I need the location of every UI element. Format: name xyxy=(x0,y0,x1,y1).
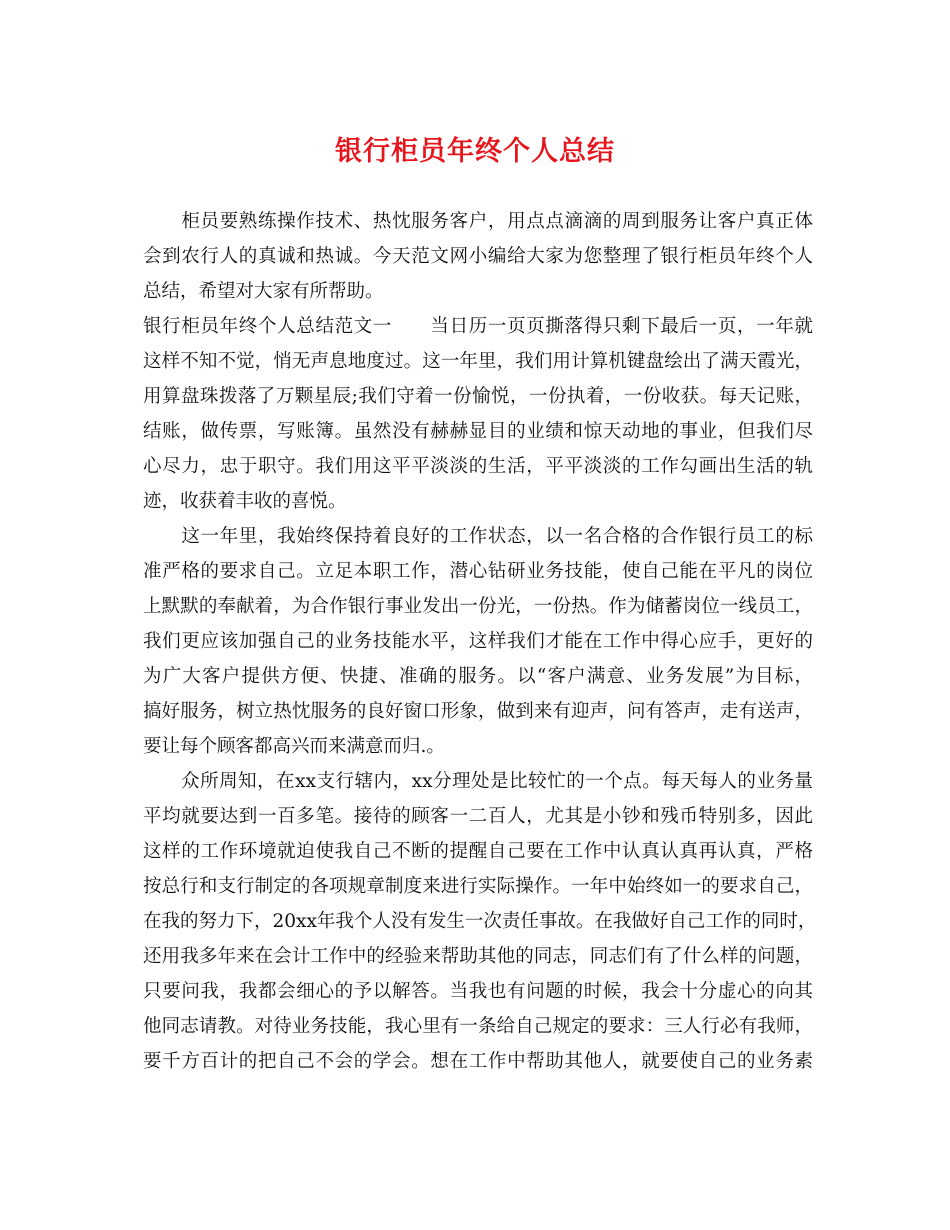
text-line: 这样的工作环境就迫使我自己不断的提醒自己要在工作中认真认真再认真，严格 xyxy=(143,841,813,862)
text-line: 总结，希望对大家有所帮助。 xyxy=(143,281,384,302)
text-line: 只要问我，我都会细心的予以解答。当我也有问题的时候，我会十分虚心的向其 xyxy=(143,981,813,1002)
text-line: 搞好服务，树立热忱服务的良好窗口形象，做到来有迎声，问有答声，走有送声， xyxy=(143,701,813,722)
text-line: 按总行和支行制定的各项规章制度来进行实际操作。一年中始终如一的要求自己， xyxy=(143,876,813,897)
text-line: 我们更应该加强自己的业务技能水平，这样我们才能在工作中得心应手，更好的 xyxy=(143,631,813,652)
text-line: 还用我多年来在会计工作中的经验来帮助其他的同志，同志们有了什么样的问题， xyxy=(143,946,813,967)
text-line: 柜员要熟练操作技术、热忱服务客户，用点点滴滴的周到服务让客户真正体 xyxy=(143,211,813,232)
text-line: 迹，收获着丰收的喜悦。 xyxy=(143,491,347,512)
text-line: 平均就要达到一百多笔。接待的顾客一二百人，尤其是小钞和残币特别多，因此 xyxy=(143,806,813,827)
text-line: 会到农行人的真诚和热诚。今天范文网小编给大家为您整理了银行柜员年终个人 xyxy=(143,246,813,267)
document-title: 银行柜员年终个人总结 xyxy=(335,136,615,167)
text-line: 心尽力，忠于职守。我们用这平平淡淡的生活，平平淡淡的工作勾画出生活的轨 xyxy=(143,456,813,477)
text-line: 用算盘珠拨落了万颗星辰;我们守着一份愉悦，一份执着，一份收获。每天记账， xyxy=(143,386,813,407)
text-line: 上默默的奉献着，为合作银行事业发出一份光，一份热。作为储蓄岗位一线员工， xyxy=(143,596,813,617)
text-line: 要千方百计的把自己不会的学会。想在工作中帮助其他人，就要使自己的业务素 xyxy=(143,1051,813,1072)
text-line: 这一年里，我始终保持着良好的工作状态，以一名合格的合作银行员工的标 xyxy=(143,526,813,547)
text-line: 要让每个顾客都高兴而来满意而归.。 xyxy=(143,736,445,757)
text-line: 银行柜员年终个人总结范文一 当日历一页页撕落得只剩下最后一页，一年就 xyxy=(143,316,813,337)
text-line: 众所周知，在xx支行辖内，xx分理处是比较忙的一个点。每天每人的业务量 xyxy=(143,771,813,792)
text-line: 为广大客户提供方便、快捷、准确的服务。以“客户满意、业务发展”为目标， xyxy=(143,666,813,687)
document-body xyxy=(143,204,817,1079)
text-line: 结账，做传票，写账簿。虽然没有赫赫显目的业绩和惊天动地的事业，但我们尽 xyxy=(143,421,813,442)
text-line: 在我的努力下，20xx年我个人没有发生一次责任事故。在我做好自己工作的同时， xyxy=(143,911,817,932)
text-line: 这样不知不觉，悄无声息地度过。这一年里，我们用计算机键盘绘出了满天霞光， xyxy=(143,351,813,372)
text-line: 他同志请教。对待业务技能，我心里有一条给自己规定的要求：三人行必有我师， xyxy=(143,1016,813,1037)
text-line: 准严格的要求自己。立足本职工作，潜心钻研业务技能，使自己能在平凡的岗位 xyxy=(143,561,813,582)
